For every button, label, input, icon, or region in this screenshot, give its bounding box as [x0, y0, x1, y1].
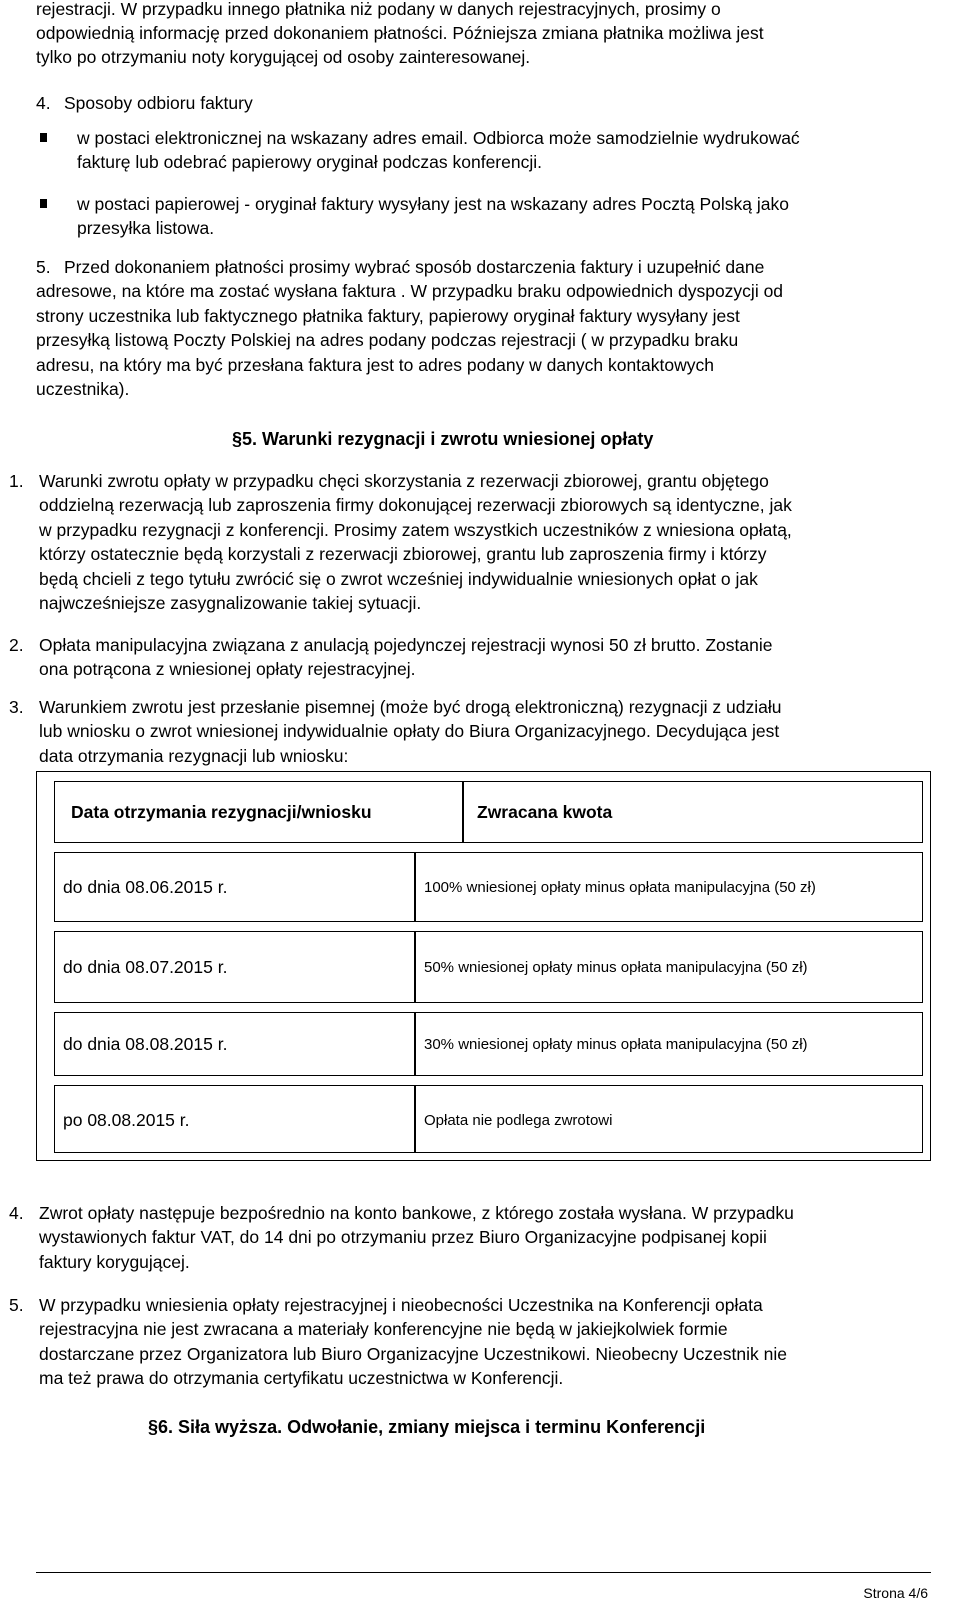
s5-item2-line-1: Opłata manipulacyjna związana z anulacją pojedynczej rejestracji wynosi 50 zł brutto. Zostanie — [39, 635, 773, 655]
intro-line-3: tylko po otrzymaniu noty korygującej od osoby zainteresowanej. — [36, 47, 531, 67]
s5-item4-line-2: wystawionych faktur VAT, do 14 dni po otrzymaniu przez Biuro Organizacyjne podpisanej kopii — [39, 1227, 767, 1247]
intro-line-2: odpowiednią informację przed dokonaniem płatności. Późniejsza zmiana płatnika możliwa jest — [36, 23, 764, 43]
table-row — [54, 1085, 415, 1153]
s5-item4-line-3: faktury korygującej. — [39, 1252, 190, 1272]
s5-item3-number: 3. — [9, 697, 24, 717]
s5-item1-line-2: oddzielną rezerwacją lub zaproszenia firmy dokonującej rezerwacji zbiorowych są identyczne, jak — [39, 495, 792, 515]
s5-item4-line-1: Zwrot opłaty następuje bezpośrednio na konto bankowe, z którego została wysłana. W przypadku — [39, 1203, 794, 1223]
table-cell-date: do dnia 08.06.2015 r. — [63, 877, 228, 897]
item5-line-2: adresowe, na które ma zostać wysłana faktura . W przypadku braku odpowiednich dyspozycji od — [36, 281, 784, 301]
section-6-heading: §6. Siła wyższa. Odwołanie, zmiany miejsca i terminu Konferencji — [148, 1417, 706, 1437]
table-header-cell — [463, 781, 923, 843]
s5-item3-line-1: Warunkiem zwrotu jest przesłanie pisemnej (może być drogą elektroniczną) rezygnacji z udziału — [39, 697, 782, 717]
item5-number: 5. — [36, 257, 51, 277]
item4-title: Sposoby odbioru faktury — [64, 93, 253, 113]
item5-line-3: strony uczestnika lub faktycznego płatnika faktury, papierowy oryginał faktury wysyłany jest — [36, 306, 740, 326]
s5-item5-number: 5. — [9, 1295, 24, 1315]
table-cell-date: po 08.08.2015 r. — [63, 1110, 190, 1130]
section-5-heading: §5. Warunki rezygnacji i zwrotu wniesionej opłaty — [232, 429, 654, 449]
bullet-square-icon — [40, 133, 47, 142]
item5-line-4: przesyłką listową Poczty Polskiej na adres podany podczas rejestracji ( w przypadku braku — [36, 330, 739, 350]
table-header-date: Data otrzymania rezygnacji/wniosku — [71, 802, 372, 822]
item4-bullet1-line1: w postaci elektronicznej na wskazany adres email. Odbiorca może samodzielnie wydrukować — [77, 128, 800, 148]
s5-item5-line-3: dostarczane przez Organizatora lub Biuro Organizacyjne Uczestnikowi. Nieobecny Uczestnik nie — [39, 1344, 787, 1364]
table-row — [54, 1012, 415, 1076]
table-cell-date: do dnia 08.07.2015 r. — [63, 957, 228, 977]
table-row — [415, 1012, 923, 1076]
s5-item1-line-1: Warunki zwrotu opłaty w przypadku chęci skorzystania z rezerwacji zbiorowej, grantu objętego — [39, 471, 769, 491]
s5-item2-number: 2. — [9, 635, 24, 655]
s5-item3-line-3: data otrzymania rezygnacji lub wniosku: — [39, 746, 349, 766]
table-cell-date: do dnia 08.08.2015 r. — [63, 1034, 228, 1054]
s5-item2-line-2: ona potrącona z wniesionej opłaty rejestracyjnej. — [39, 659, 416, 679]
table-cell-amount: 100% wniesionej opłaty minus opłata manipulacyjna (50 zł) — [424, 879, 816, 896]
s5-item1-line-6: najwcześniejsze zasygnalizowanie takiej sytuacji. — [39, 593, 422, 613]
item5-line-5: adresu, na który ma być przesłana faktura jest to adres podany w danych kontaktowych — [36, 355, 714, 375]
table-row — [54, 931, 415, 1003]
bullet-square-icon — [40, 199, 47, 208]
table-cell-amount: 30% wniesionej opłaty minus opłata manipulacyjna (50 zł) — [424, 1036, 808, 1053]
s5-item5-line-4: ma też prawa do otrzymania certyfikatu uczestnictwa w Konferencji. — [39, 1368, 564, 1388]
table-row — [415, 1085, 923, 1153]
footer-divider — [36, 1572, 931, 1573]
s5-item1-number: 1. — [9, 471, 24, 491]
table-row — [415, 931, 923, 1003]
table-cell-amount: Opłata nie podlega zwrotowi — [424, 1112, 613, 1129]
intro-line-1: rejestracji. W przypadku innego płatnika niż podany w danych rejestracyjnych, prosimy o — [36, 0, 721, 19]
table-header-amount: Zwracana kwota — [477, 802, 613, 822]
s5-item3-line-2: lub wniosku o zwrot wniesionej indywidualnie opłaty do Biura Organizacyjnego. Decydująca jest — [39, 721, 780, 741]
table-cell-amount: 50% wniesionej opłaty minus opłata manipulacyjna (50 zł) — [424, 959, 808, 976]
item4-bullet2-line1: w postaci papierowej - oryginał faktury wysyłany jest na wskazany adres Pocztą Polską jako — [77, 194, 789, 214]
item5-line-6: uczestnika). — [36, 379, 130, 399]
refund-table — [36, 771, 931, 1161]
s5-item5-line-1: W przypadku wniesienia opłaty rejestracyjnej i nieobecności Uczestnika na Konferencji opłata — [39, 1295, 763, 1315]
s5-item1-line-3: w przypadku rezygnacji z konferencji. Prosimy zatem wszystkich uczestników z wniesiona opłatą, — [39, 520, 792, 540]
item5-line-1: Przed dokonaniem płatności prosimy wybrać sposób dostarczenia faktury i uzupełnić dane — [64, 257, 765, 277]
s5-item5-line-2: rejestracyjna nie jest zwracana a materiały konferencyjne nie będą w jakiejkolwiek formie — [39, 1319, 728, 1339]
item4-bullet2-line2: przesyłka listowa. — [77, 218, 215, 238]
page-number: Strona 4/6 — [863, 1585, 928, 1601]
table-row — [54, 852, 415, 922]
s5-item1-line-5: będą chcieli z tego tytułu zwrócić się o zwrot wcześniej indywidualnie wniesionych opłat o jak — [39, 569, 758, 589]
s5-item4-number: 4. — [9, 1203, 24, 1223]
table-row — [415, 852, 923, 922]
item4-number: 4. — [36, 93, 51, 113]
table-header-cell — [54, 781, 463, 843]
item4-bullet1-line2: fakturę lub odebrać papierowy oryginał podczas konferencji. — [77, 152, 542, 172]
s5-item1-line-4: którzy ostatecznie będą korzystali z rezerwacji zbiorowej, grantu lub zaproszenia firmy i którzy — [39, 544, 767, 564]
